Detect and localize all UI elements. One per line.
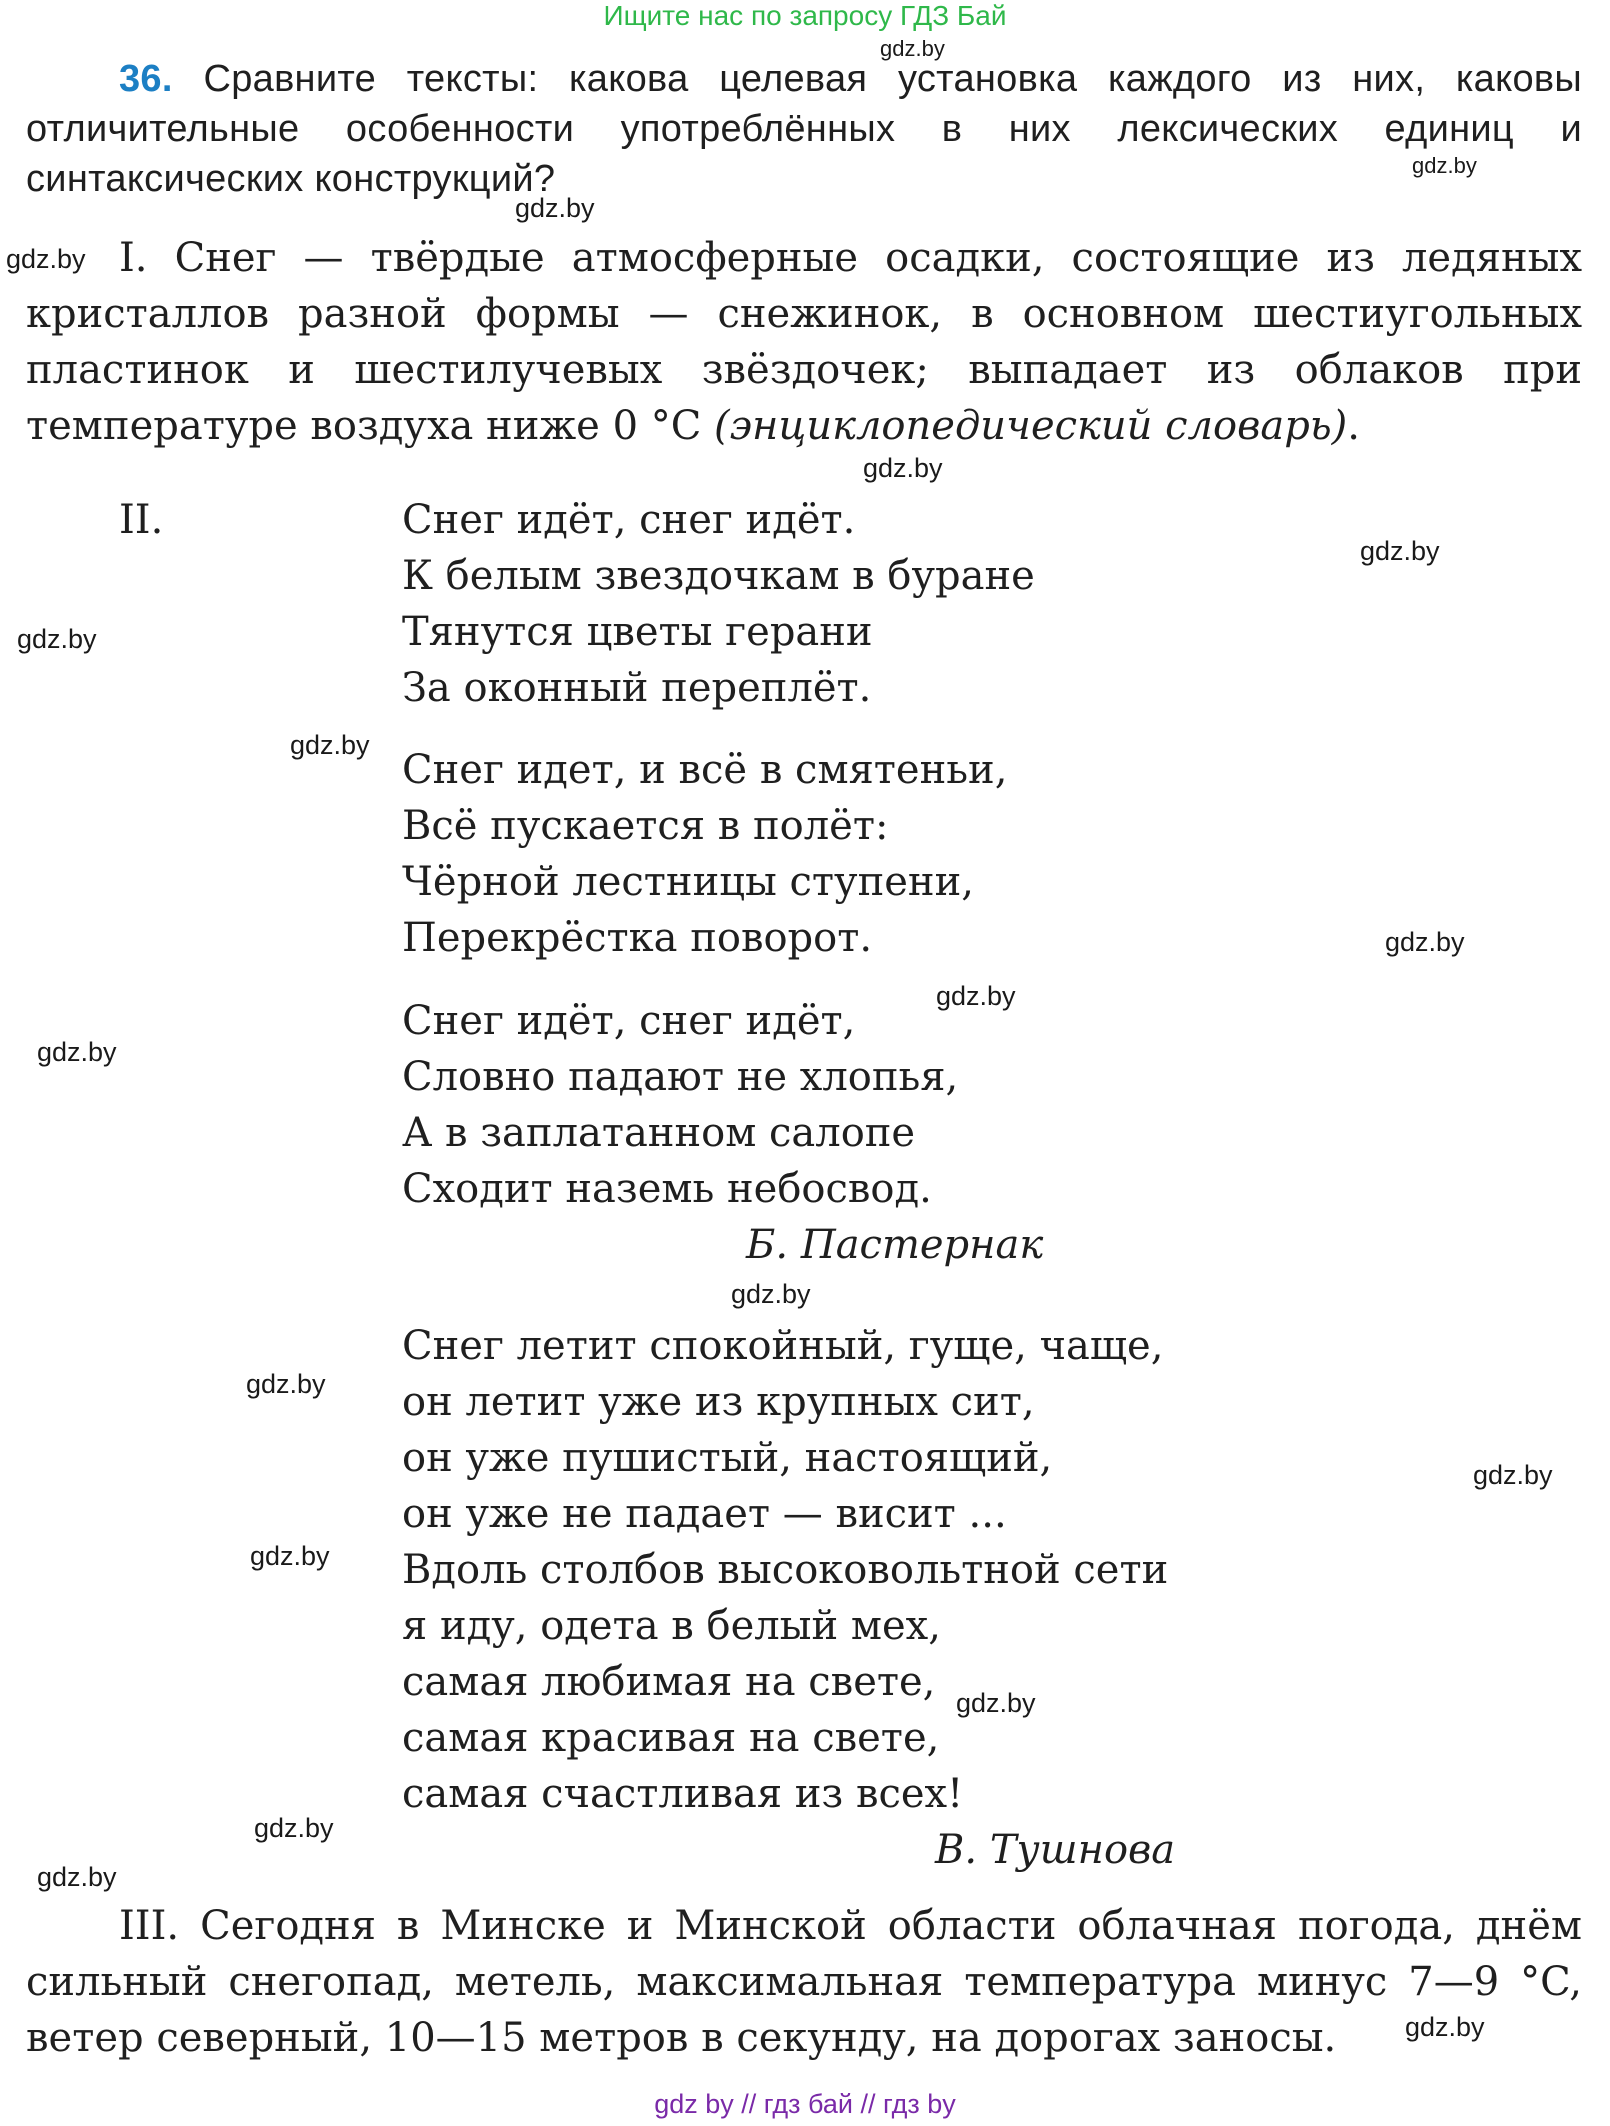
poem-1-line: За оконный переплёт. (402, 665, 872, 711)
poem-2-line: он летит уже из крупных сит, (402, 1379, 1035, 1425)
task-statement (26, 54, 1582, 204)
text-1-encyclopedic (26, 230, 1582, 454)
task-number: 36. (119, 58, 173, 100)
poem-2-author: В. Тушнова (935, 1827, 1176, 1873)
poem-2-line: он уже не падает — висит ... (402, 1491, 1007, 1537)
poem-1-line: К белым звездочкам в буране (402, 553, 1035, 599)
poem-1-author: Б. Пастернак (746, 1222, 1044, 1268)
watermark: gdz.by (1473, 1460, 1553, 1490)
poem-1-line: Чёрной лестницы ступени, (402, 859, 974, 905)
poem-1-line: Сходит наземь небосвод. (402, 1166, 932, 1212)
watermark: gdz.by (1405, 2012, 1485, 2042)
top-search-hint: Ищите нас по запросу ГДЗ Бай (603, 0, 1007, 31)
poem-1-line: Снег идёт, снег идёт. (402, 497, 856, 543)
poem-2-line: я иду, одета в белый мех, (402, 1603, 941, 1649)
poem-1-line: Снег идет, и всё в смятеньи, (402, 747, 1008, 793)
watermark: gdz.by (37, 1037, 117, 1067)
watermark: gdz.by (731, 1279, 811, 1309)
watermark: gdz.by (863, 453, 943, 483)
watermark: gdz.by (880, 36, 945, 61)
poem-2-line: самая красивая на свете, (402, 1715, 940, 1761)
text-1-main: I. Снег — твёрдые атмосферные осадки, состоящие из ледяных кристаллов разной формы — снежинок, в основном шестиугольных пластинок и шестилучевых звёздочек; выпадает из облаков при температуре воздуха ниже 0 °C (26, 235, 1582, 449)
watermark: gdz.by (254, 1813, 334, 1843)
text-2-label: II. (119, 497, 164, 543)
text-1-source: (энциклопедический словарь) (714, 403, 1348, 449)
poem-2-line: самая любимая на свете, (402, 1659, 936, 1705)
watermark: gdz.by (1412, 153, 1477, 178)
text-1-end: . (1347, 403, 1360, 449)
watermark: gdz.by (956, 1688, 1036, 1718)
watermark: gdz.by (290, 730, 370, 760)
watermark: gdz.by (6, 244, 86, 274)
poem-1-line: Снег идёт, снег идёт, (402, 998, 856, 1044)
bottom-links: gdz by // гдз бай // гдз by (654, 2089, 956, 2119)
poem-1-line: Перекрёстка поворот. (402, 915, 873, 961)
poem-1-line: Словно падают не хлопья, (402, 1054, 959, 1100)
poem-2-line: он уже пушистый, настоящий, (402, 1435, 1053, 1481)
watermark: gdz.by (515, 193, 595, 223)
watermark: gdz.by (936, 981, 1016, 1011)
poem-1-line: Тянутся цветы герани (402, 609, 873, 655)
poem-2-line: самая счастливая из всех! (402, 1771, 964, 1817)
watermark: gdz.by (37, 1862, 117, 1892)
watermark: gdz.by (246, 1369, 326, 1399)
watermark: gdz.by (250, 1541, 330, 1571)
poem-1-line: А в заплатанном салопе (402, 1110, 916, 1156)
poem-1-line: Всё пускается в полёт: (402, 803, 889, 849)
text-3-weather-report: III. Сегодня в Минске и Минской области облачная погода, днём сильный снегопад, метель, максимальная температура минус 7—9 °C, ветер северный, 10—15 метров в секунду, на дорогах заносы. (26, 1903, 1582, 2061)
poem-2-line: Снег летит спокойный, гуще, чаще, (402, 1323, 1164, 1369)
poem-2-line: Вдоль столбов высоковольтной сети (402, 1547, 1169, 1593)
watermark: gdz.by (1360, 536, 1440, 566)
watermark: gdz.by (1385, 927, 1465, 957)
task-text: Сравните тексты: какова целевая установка каждого из них, каковы отличительные особенности употреблённых в них лексических единиц и синтаксических конструкций? (26, 58, 1583, 200)
watermark: gdz.by (17, 624, 97, 654)
